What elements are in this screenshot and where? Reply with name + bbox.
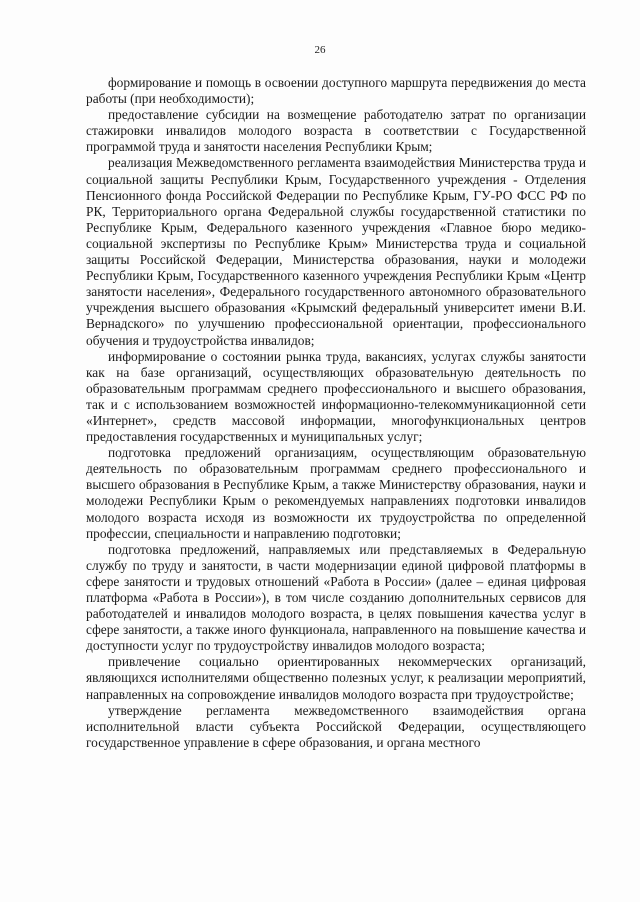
page-number: 26 xyxy=(314,44,326,56)
paragraph: подготовка предложений организациям, осуществляющим образовательную деятельность по образовательным программам среднего профессионального и высшего образования в Республике Крым, а также Министерству образования, науки и молодежи Республики Крым о рекомендуемых направлениях подготовки инвалидов молодого возраста исходя из возможности их трудоустройства по определенной профессии, специальности и направлению подготовки; xyxy=(86,445,586,541)
paragraph: предоставление субсидии на возмещение работодателю затрат по организации стажировки инвалидов молодого возраста в соответствии с Государственной программой труда и занятости населения Республики Крым; xyxy=(86,107,586,155)
body-text xyxy=(86,75,586,751)
paragraph: привлечение социально ориентированных некоммерческих организаций, являющихся исполнителями общественно полезных услуг, к реализации мероприятий, направленных на сопровождение инвалидов молодого возраста при трудоустройстве; xyxy=(86,654,586,702)
paragraph: реализация Межведомственного регламента взаимодействия Министерства труда и социальной защиты Республики Крым, Государственного учреждения - Отделения Пенсионного фонда Российской Федерации по Республике Крым, ГУ-РО ФСС РФ по РК, Территориального органа Федеральной службы государственной статистики по Республике Крым, Федерального казенного учреждения «Главное бюро медико-социальной экспертизы по Республике Крым» Министерства труда и социальной защиты Российской Федерации, Министерства образования, науки и молодежи Республики Крым, Государственного казенного учреждения Республики Крым «Центр занятости населения», Федерального государственного автономного образовательного учреждения высшего образования «Крымский федеральный университет имени В.И. Вернадского» по улучшению профессиональной ориентации, профессионального обучения и трудоустройства инвалидов; xyxy=(86,155,586,348)
paragraph: формирование и помощь в освоении доступного маршрута передвижения до места работы (при необходимости); xyxy=(86,75,586,107)
paragraph: информирование о состоянии рынка труда, вакансиях, услугах службы занятости как на базе организаций, осуществляющих образовательную деятельность по образовательным программам среднего профессионального и высшего образования, так и с использованием возможностей информационно-телекоммуникационной сети «Интернет», средств массовой информации, многофункциональных центров предоставления государственных и муниципальных услуг; xyxy=(86,348,586,445)
paragraph: утверждение регламента межведомственного взаимодействия органа исполнительной власти субъекта Российской Федерации, осуществляющего государственное управление в сфере образования, и органа местного xyxy=(86,702,586,750)
paragraph: подготовка предложений, направляемых или представляемых в Федеральную службу по труду и занятости, в части модернизации единой цифровой платформы в сфере занятости и трудовых отношений «Работа в России» (далее – единая цифровая платформа «Работа в России»), в том числе созданию дополнительных сервисов для работодателей и инвалидов молодого возраста, в целях повышения качества услуг в сфере занятости, а также иного функционала, направленного на повышение качества и доступности услуг по трудоустройству инвалидов молодого возраста; xyxy=(86,541,586,654)
